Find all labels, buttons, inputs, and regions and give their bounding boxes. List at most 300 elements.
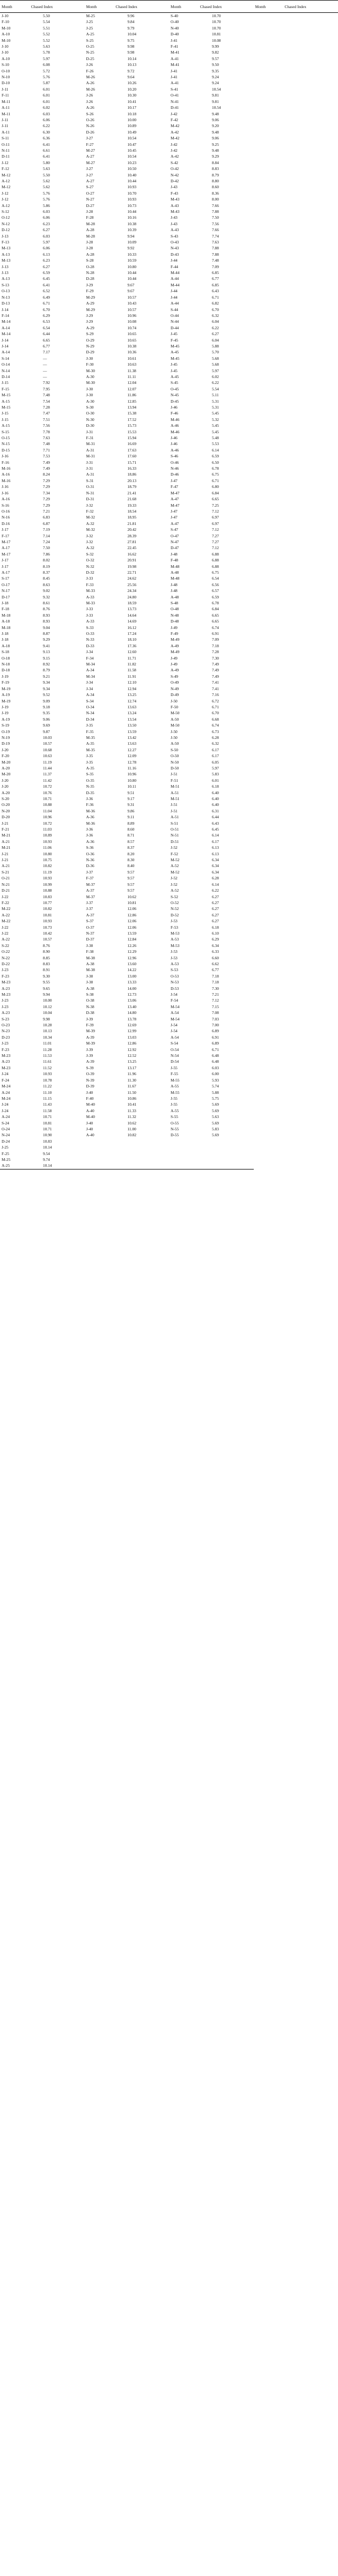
chased-index-cell: 10.80 <box>127 264 137 269</box>
month-cell: J-47 <box>171 508 178 514</box>
month-cell: A-54 <box>171 1010 179 1016</box>
month-cell: D-45 <box>171 398 179 404</box>
table-row <box>0 1047 338 1053</box>
chased-index-cell: 6.59 <box>212 454 219 459</box>
chased-index-cell: 6.01 <box>43 93 50 98</box>
chased-index-cell: 5.88 <box>212 343 219 349</box>
table-row <box>0 839 338 845</box>
month-cell: M-26 <box>86 86 95 92</box>
table-row <box>0 86 338 92</box>
month-cell: F-44 <box>171 264 178 269</box>
chased-index-cell: 9.81 <box>212 93 219 98</box>
month-cell: S-45 <box>171 380 178 386</box>
month-cell: J-53 <box>171 919 178 924</box>
chased-index-cell: 10.17 <box>127 105 137 110</box>
table-row <box>0 912 338 918</box>
month-cell: F-53 <box>171 924 178 930</box>
chased-index-cell: 9.94 <box>127 233 135 239</box>
chased-index-cell: 18.59 <box>127 601 137 605</box>
table-row <box>0 453 338 459</box>
chased-index-cell: 10.70 <box>127 190 137 196</box>
chased-index-cell: 10.42 <box>43 930 52 936</box>
month-cell: D-31 <box>86 497 94 502</box>
month-cell: F-19 <box>2 680 9 685</box>
chased-index-cell: 10.41 <box>127 1102 137 1107</box>
month-cell: J-33 <box>86 612 93 618</box>
chased-index-cell: 18.95 <box>127 515 137 520</box>
chased-index-cell: 10.00 <box>43 998 52 1003</box>
table-row <box>0 533 338 539</box>
month-cell: N-37 <box>86 930 94 936</box>
chased-index-cell: 7.88 <box>212 209 219 214</box>
month-cell: A-49 <box>171 668 179 673</box>
chased-index-cell: 7.54 <box>43 398 50 404</box>
header-chased-index-4: Chased Index <box>283 1 338 13</box>
chased-index-cell: 6.60 <box>212 955 219 960</box>
chased-index-cell: 9.82 <box>212 50 219 55</box>
chased-index-cell: 6.82 <box>212 301 219 306</box>
chased-index-cell: 9.99 <box>212 44 219 49</box>
month-cell: J-40 <box>86 1090 93 1095</box>
month-cell: O-49 <box>171 680 179 685</box>
month-cell: S-13 <box>2 282 9 287</box>
month-cell: N-44 <box>171 319 179 324</box>
month-cell: D-20 <box>2 815 10 820</box>
month-cell: J-11 <box>2 86 9 92</box>
table-row <box>0 13 338 19</box>
chased-index-cell: 9.11 <box>127 815 135 820</box>
month-cell: J-25 <box>2 1145 9 1150</box>
table-row <box>0 153 338 159</box>
month-cell: A-37 <box>86 888 94 893</box>
table-row <box>0 814 338 820</box>
month-cell: M-47 <box>171 502 180 508</box>
chased-index-cell: 9.67 <box>127 282 135 287</box>
chased-index-cell: 7.74 <box>212 233 219 239</box>
chased-index-cell: 10.44 <box>127 209 137 214</box>
chased-index-cell: 11.50 <box>127 1090 136 1095</box>
chased-index-cell: 12.94 <box>127 686 137 691</box>
month-cell: M-19 <box>2 698 11 704</box>
chased-index-cell: 8.37 <box>127 845 135 850</box>
month-cell: J-11 <box>2 123 9 129</box>
chased-index-cell: 7.29 <box>43 484 50 490</box>
chased-index-cell: 12.86 <box>127 1041 137 1046</box>
chased-index-cell: 15.38 <box>127 411 137 416</box>
chased-index-cell: 7.56 <box>212 221 219 226</box>
chased-index-cell: 10.81 <box>43 912 52 917</box>
month-cell: F-46 <box>171 411 178 416</box>
table-row <box>0 374 338 380</box>
table-row <box>0 368 338 374</box>
chased-index-cell: 5.83 <box>212 1126 219 1131</box>
chased-index-cell: 6.41 <box>43 142 50 147</box>
month-cell: M-39 <box>86 1041 95 1046</box>
month-cell: M-25 <box>86 13 95 18</box>
chased-index-cell: 20.13 <box>127 478 137 483</box>
month-cell: A-18 <box>2 619 10 624</box>
chased-index-cell: 5.93 <box>212 1077 219 1083</box>
month-cell: N-38 <box>86 1004 94 1009</box>
table-row <box>0 655 338 661</box>
table-row <box>0 667 338 673</box>
chased-index-cell: 7.63 <box>43 435 50 441</box>
chased-index-cell: 6.75 <box>212 569 219 575</box>
chased-index-cell: 12.96 <box>127 955 137 960</box>
month-cell: J-16 <box>2 490 9 495</box>
table-row <box>0 636 338 642</box>
chased-index-cell: 15.73 <box>127 423 137 428</box>
table-row <box>0 233 338 239</box>
chased-index-cell: 6.34 <box>212 869 219 875</box>
chased-index-cell: 12.60 <box>127 649 137 655</box>
chased-index-cell: 9.34 <box>43 680 50 685</box>
table-row <box>0 435 338 441</box>
table-row <box>0 508 338 514</box>
month-cell: A-15 <box>2 398 10 404</box>
month-cell: M-43 <box>171 197 180 202</box>
month-cell: J-23 <box>2 998 9 1003</box>
chased-index-table <box>0 0 338 1169</box>
table-row <box>0 417 338 423</box>
month-cell: J-12 <box>2 160 9 165</box>
chased-index-cell: 6.27 <box>212 331 219 337</box>
month-cell: S-19 <box>2 723 9 728</box>
chased-index-cell: 10.14 <box>127 56 137 61</box>
chased-index-cell: 7.49 <box>43 460 50 465</box>
month-cell: F-32 <box>86 508 94 514</box>
chased-index-cell: 11.22 <box>43 1084 52 1089</box>
chased-index-cell: 8.02 <box>43 558 50 563</box>
month-cell: N-17 <box>2 588 10 594</box>
month-cell: M-16 <box>2 478 11 483</box>
chased-index-cell: 9.92 <box>127 246 135 251</box>
month-cell: N-39 <box>86 1077 94 1083</box>
month-cell: A-39 <box>86 1034 94 1040</box>
chased-index-cell: 6.53 <box>43 319 50 324</box>
chased-index-cell: 10.62 <box>127 1120 137 1126</box>
chased-index-cell: 13.73 <box>127 606 137 612</box>
chased-index-cell: 6.30 <box>43 129 50 135</box>
table-row <box>0 845 338 850</box>
table-row <box>0 997 338 1003</box>
month-cell: J-46 <box>171 405 178 410</box>
table-row <box>0 441 338 447</box>
month-cell: J-50 <box>171 729 178 734</box>
month-cell: D-10 <box>2 80 10 86</box>
month-cell: O-24 <box>2 1126 10 1131</box>
chased-index-cell: 22.45 <box>127 545 137 551</box>
month-cell: J-25 <box>86 25 93 31</box>
header-month-2: Month <box>85 1 114 13</box>
month-cell: S-46 <box>171 454 178 459</box>
chased-index-cell: 9.57 <box>127 876 135 881</box>
month-cell: M-50 <box>171 710 180 716</box>
month-cell: N-30 <box>86 417 94 422</box>
chased-index-cell: 5.70 <box>212 350 219 355</box>
chased-index-cell: 6.17 <box>212 839 219 844</box>
month-cell: M-47 <box>171 490 180 495</box>
table-row <box>0 991 338 997</box>
chased-index-cell: 6.04 <box>212 337 219 343</box>
month-cell: N-19 <box>2 735 10 740</box>
month-cell: A-13 <box>2 276 10 282</box>
chased-index-cell: 6.27 <box>43 227 50 233</box>
table-row <box>0 142 338 147</box>
chased-index-cell <box>114 1144 170 1150</box>
month-cell: D-27 <box>86 203 94 208</box>
chased-index-cell: 10.86 <box>127 1095 137 1101</box>
table-row <box>0 239 338 245</box>
month-cell: J-27 <box>86 136 93 141</box>
month-cell: M-14 <box>2 319 11 324</box>
chased-index-cell: 10.68 <box>43 747 52 752</box>
chased-index-cell: 6.61 <box>43 147 50 153</box>
table-row <box>0 404 338 410</box>
month-cell: M-41 <box>171 62 180 68</box>
chased-index-cell: 7.49 <box>212 673 219 679</box>
month-cell: O-54 <box>171 1047 179 1052</box>
month-cell: S-12 <box>2 209 9 214</box>
table-row <box>0 943 338 949</box>
chased-index-cell: 8.79 <box>43 668 50 673</box>
month-cell <box>169 1144 199 1150</box>
month-cell: N-23 <box>2 1028 10 1034</box>
chased-index-cell: 10.08 <box>127 319 137 324</box>
chased-index-cell: 10.38 <box>127 221 137 226</box>
month-cell: A-50 <box>171 716 179 722</box>
table-row <box>0 514 338 520</box>
month-cell: J-46 <box>171 435 178 441</box>
chased-index-cell: 11.28 <box>43 1047 52 1052</box>
chased-index-cell: 11.53 <box>43 1053 52 1058</box>
chased-index-cell: 5.97 <box>212 765 219 771</box>
chased-index-cell: 7.16 <box>212 692 219 698</box>
month-cell: J-35 <box>86 759 93 765</box>
month-cell: N-48 <box>171 612 179 618</box>
chased-index-cell: 12.85 <box>127 398 137 404</box>
chased-index-cell: 11.43 <box>43 1102 52 1107</box>
month-cell: J-25 <box>86 19 93 25</box>
table-row <box>0 564 338 569</box>
chased-index-cell: 9.02 <box>43 588 50 594</box>
month-cell: A-53 <box>171 961 179 966</box>
chased-index-cell: 6.36 <box>43 136 50 141</box>
chased-index-cell: 10.03 <box>43 735 52 740</box>
table-row <box>0 747 338 753</box>
chased-index-cell: 6.91 <box>212 631 219 636</box>
chased-index-cell: 7.14 <box>43 533 50 538</box>
table-row <box>0 1126 338 1132</box>
month-cell <box>169 1163 199 1169</box>
month-cell: M-33 <box>86 601 95 605</box>
chased-index-cell: 14.69 <box>127 619 137 624</box>
chased-index-cell: 9.57 <box>212 56 219 61</box>
table-row <box>0 1077 338 1083</box>
month-cell: M-36 <box>86 808 95 813</box>
table-row <box>0 117 338 123</box>
month-cell: J-54 <box>171 1023 178 1028</box>
chased-index-cell: 6.10 <box>212 930 219 936</box>
month-cell: J-24 <box>2 1102 9 1107</box>
month-cell: M-54 <box>171 1004 180 1009</box>
month-cell: O-46 <box>171 460 179 465</box>
month-cell: J-53 <box>171 955 178 960</box>
month-cell: O-22 <box>2 949 10 954</box>
month-cell: A-43 <box>171 227 179 233</box>
month-cell: D-35 <box>86 790 94 795</box>
chased-index-cell: 6.87 <box>43 521 50 526</box>
chased-index-cell: 5.50 <box>43 13 50 18</box>
month-cell: O-41 <box>171 93 179 98</box>
chased-index-cell: 12.09 <box>127 753 137 759</box>
month-cell: S-53 <box>171 967 178 973</box>
month-cell: M-42 <box>171 123 180 129</box>
chased-index-cell: 6.02 <box>43 105 50 110</box>
month-cell: J-27 <box>86 172 93 177</box>
chased-index-cell: 10.45 <box>127 147 137 153</box>
month-cell: N-32 <box>86 564 94 569</box>
chased-index-cell: 10.04 <box>43 1010 52 1016</box>
chased-index-cell: 9.35 <box>212 68 219 73</box>
chased-index-cell: 13.40 <box>127 1004 137 1009</box>
month-cell: A-35 <box>86 741 94 746</box>
chased-index-cell: 5.54 <box>43 19 50 25</box>
month-cell: A-33 <box>86 594 94 599</box>
month-cell: M-35 <box>86 747 95 752</box>
month-cell: A-16 <box>2 497 10 502</box>
table-row <box>0 973 338 979</box>
month-cell: D-12 <box>2 227 10 233</box>
month-cell: M-30 <box>86 368 95 373</box>
chased-index-cell: 8.76 <box>43 943 50 948</box>
chased-index-cell: 6.06 <box>43 117 50 122</box>
table-row <box>0 790 338 796</box>
month-cell: S-48 <box>171 601 178 605</box>
month-cell: J-49 <box>171 625 178 630</box>
month-cell: J-33 <box>86 606 93 612</box>
month-cell: M-31 <box>86 441 95 447</box>
chased-index-cell: 10.14 <box>43 1145 52 1150</box>
chased-index-cell: 7.30 <box>212 986 219 991</box>
month-cell: F-39 <box>86 1023 94 1028</box>
chased-index-cell: 7.19 <box>43 527 50 532</box>
table-row <box>0 1010 338 1016</box>
chased-index-cell: 7.48 <box>43 393 50 398</box>
month-cell: J-10 <box>2 50 9 55</box>
month-cell: J-23 <box>2 967 9 973</box>
chased-index-cell: 10.13 <box>127 62 137 68</box>
chased-index-cell: 5.76 <box>43 75 50 80</box>
month-cell: J-17 <box>2 527 9 532</box>
month-cell: J-42 <box>171 147 178 153</box>
month-cell: D-33 <box>86 643 94 648</box>
month-cell: D-23 <box>2 1034 10 1040</box>
chased-index-cell: 5.11 <box>212 393 219 398</box>
chased-index-cell: 24.34 <box>127 588 137 594</box>
month-cell: M-38 <box>86 955 95 960</box>
month-cell: J-40 <box>86 1126 93 1131</box>
chased-index-cell: 7.49 <box>212 668 219 673</box>
chased-index-cell: 6.27 <box>212 906 219 912</box>
month-cell: J-52 <box>171 845 178 850</box>
chased-index-cell: 6.08 <box>43 62 50 68</box>
month-cell: M-32 <box>86 515 95 520</box>
month-cell: J-48 <box>171 582 178 587</box>
chased-index-cell: 10.63 <box>43 753 52 759</box>
table-row <box>0 392 338 398</box>
month-cell: A-45 <box>171 374 179 379</box>
chased-index-cell: 10.49 <box>127 129 137 135</box>
chased-index-cell: 6.97 <box>212 515 219 520</box>
chased-index-cell: 8.24 <box>43 472 50 477</box>
chased-index-cell: 6.77 <box>43 343 50 349</box>
month-cell: D-18 <box>2 668 10 673</box>
month-cell: A-24 <box>2 1114 10 1120</box>
table-row <box>0 460 338 465</box>
chased-index-cell: 6.28 <box>212 876 219 881</box>
month-cell: O-18 <box>2 655 10 661</box>
chased-index-cell: 8.79 <box>212 172 219 177</box>
chased-index-cell: 6.70 <box>43 307 50 312</box>
month-cell <box>85 1138 114 1144</box>
table-row <box>0 184 338 190</box>
month-cell: N-13 <box>2 294 10 300</box>
table-row <box>0 1114 338 1120</box>
chased-index-cell: 14.80 <box>127 1010 137 1016</box>
month-cell: J-24 <box>2 1071 9 1077</box>
month-cell: S-37 <box>86 919 94 924</box>
chased-index-cell: 10.16 <box>127 215 137 220</box>
chased-index-cell: 10.26 <box>127 80 137 86</box>
table-row <box>0 105 338 110</box>
chased-index-cell: 10.70 <box>212 19 221 25</box>
month-cell: N-14 <box>2 368 10 373</box>
month-cell: M-34 <box>86 662 95 667</box>
month-cell: J-47 <box>171 478 178 483</box>
month-cell: O-13 <box>2 288 10 294</box>
chased-index-cell: 10.75 <box>43 857 52 863</box>
chased-index-cell: 8.92 <box>43 662 50 667</box>
chased-index-cell: 6.14 <box>212 882 219 887</box>
chased-index-cell: 6.34 <box>212 863 219 869</box>
chased-index-cell: 15.71 <box>127 460 137 465</box>
table-row <box>0 869 338 875</box>
chased-index-cell: 6.03 <box>43 209 50 214</box>
month-cell: J-42 <box>171 111 178 116</box>
chased-index-cell: 11.30 <box>127 1077 136 1083</box>
chased-index-cell: 6.73 <box>212 729 219 734</box>
month-cell: D-49 <box>171 692 179 698</box>
chased-index-cell: 11.32 <box>127 1114 136 1120</box>
month-cell: J-21 <box>2 820 9 826</box>
month-cell: J-14 <box>2 337 9 343</box>
month-cell: A-18 <box>2 643 10 648</box>
chased-index-cell: 9.55 <box>43 980 50 985</box>
month-cell: J-47 <box>171 515 178 520</box>
month-cell: J-44 <box>171 294 178 300</box>
chased-index-cell: 6.65 <box>43 337 50 343</box>
month-cell: S-34 <box>86 698 94 704</box>
month-cell: J-16 <box>2 454 9 459</box>
chased-index-cell: 6.22 <box>43 123 50 129</box>
month-cell: J-45 <box>171 331 178 337</box>
month-cell: O-14 <box>2 362 10 367</box>
month-cell: M-21 <box>2 833 11 838</box>
chased-index-cell: 6.03 <box>212 1065 219 1070</box>
month-cell: J-17 <box>2 564 9 569</box>
chased-index-cell: 8.80 <box>212 178 219 183</box>
